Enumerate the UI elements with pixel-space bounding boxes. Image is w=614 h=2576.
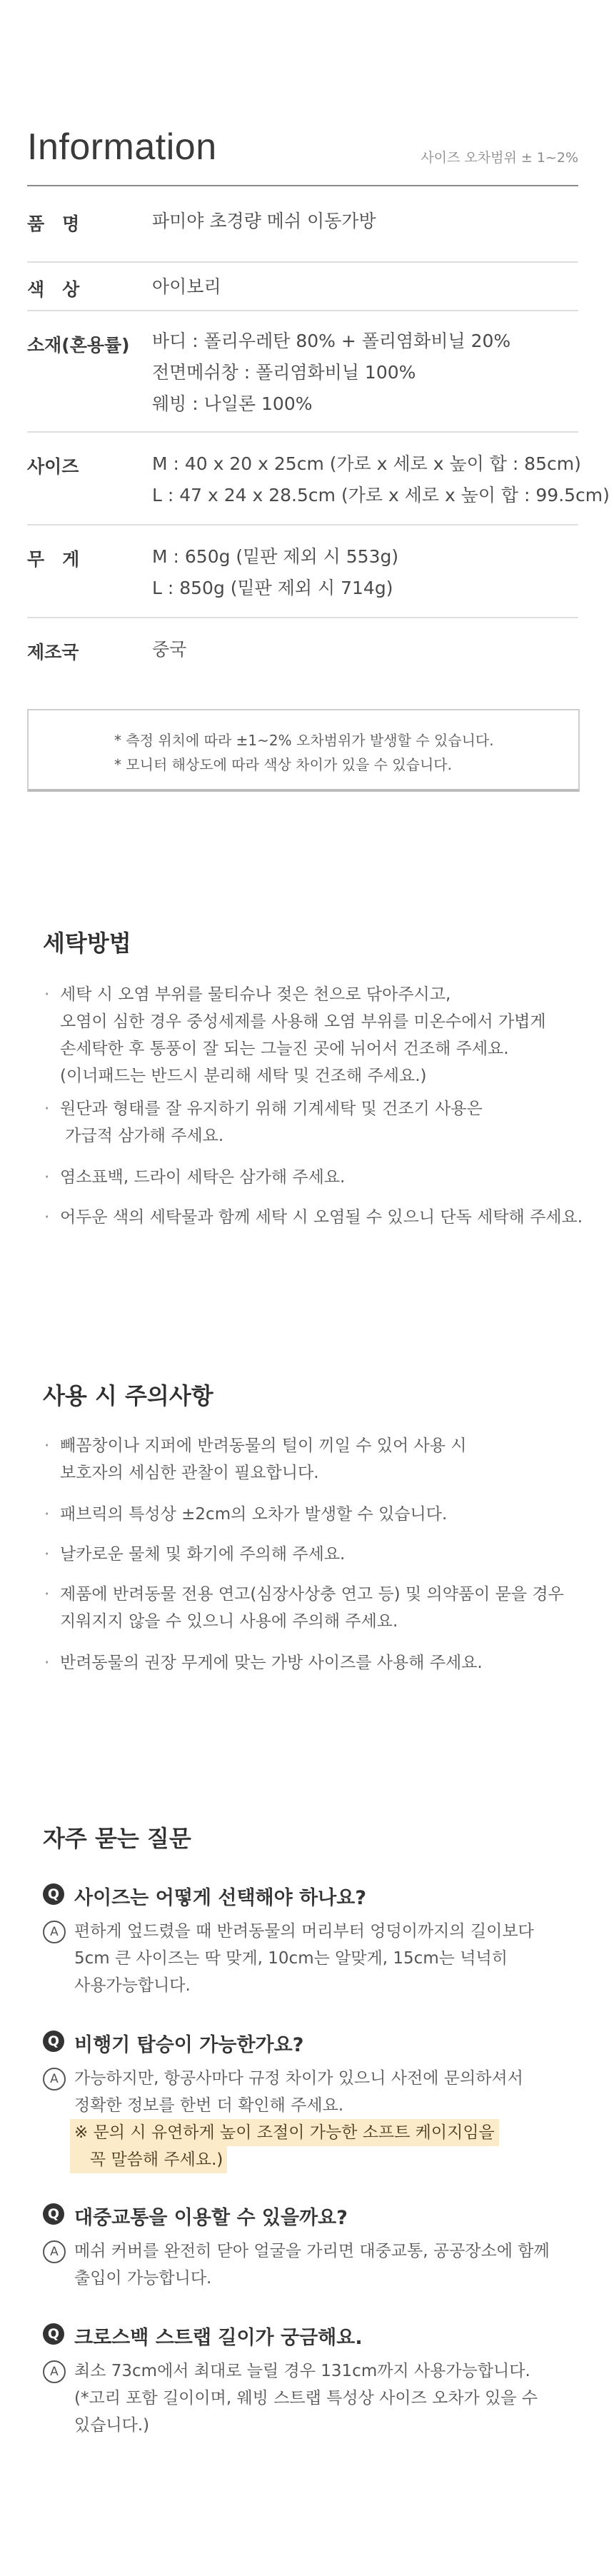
spec-value: 파미야 초경량 메쉬 이동가방 — [152, 211, 376, 231]
list-item-line: 어두운 색의 세탁물과 함께 세탁 시 오염될 수 있으니 단독 세탁해 주세요. — [60, 1208, 583, 1227]
info-title: Information — [27, 126, 217, 168]
notice-line: * 측정 위치에 따라 ±1~2% 오차범위가 발생할 수 있습니다. — [114, 732, 494, 749]
highlight-note: ※ 문의 시 유연하게 높이 조절이 가능한 소프트 케이지임을 — [70, 2119, 499, 2146]
list-item-line: 오염이 심한 경우 중성세제를 사용해 오염 부위를 미온수에서 가볍게 — [60, 1012, 546, 1031]
spec-row-material — [27, 311, 578, 433]
answer-badge-icon: A — [43, 2240, 66, 2263]
list-item-line: 가급적 삼가해 주세요. — [60, 1127, 224, 1145]
answer-line: 가능하지만, 항공사마다 규정 차이가 있으니 사전에 문의하셔서 — [74, 2069, 523, 2088]
spec-label: 소재(혼용률) — [27, 335, 130, 356]
spec-value: 중국 — [152, 639, 187, 660]
bullet-mark: · — [44, 1505, 50, 1524]
spec-value: 전면메쉬창 : 폴리염화비닐 100% — [152, 362, 416, 383]
section-title: 세탁방법 — [43, 930, 131, 957]
answer-line: 최소 73cm에서 최대로 늘릴 경우 131cm까지 사용가능합니다. — [74, 2362, 530, 2380]
divider — [27, 185, 578, 186]
answer-line: 있습니다.) — [74, 2416, 150, 2435]
highlight-note: 꼭 말씀해 주세요.) — [70, 2146, 227, 2173]
question-text: 사이즈는 어떻게 선택해야 하나요? — [74, 1887, 367, 1909]
question-badge-icon: Q — [43, 2031, 64, 2052]
question-badge-icon: Q — [43, 1883, 64, 1905]
spec-value: 웨빙 : 나일론 100% — [152, 393, 313, 414]
answer-line: 정확한 정보를 한번 더 확인해 주세요. — [74, 2096, 344, 2115]
list-item-line: 염소표백, 드라이 세탁은 삼가해 주세요. — [60, 1168, 346, 1187]
spec-value: M : 650g (밑판 제외 시 553g) — [152, 546, 399, 567]
spec-label: 품 명 — [27, 213, 80, 234]
list-item-line: 제품에 반려동물 전용 연고(심장사상충 연고 등) 및 의약품이 묻을 경우 — [60, 1585, 564, 1604]
question-text: 비행기 탑승이 가능한가요? — [74, 2034, 304, 2056]
bullet-mark: · — [44, 1208, 50, 1227]
answer-line: (*고리 포함 길이이며, 웨빙 스트랩 특성상 사이즈 오차가 있을 수 — [74, 2389, 538, 2408]
spec-row-product-name — [27, 187, 578, 263]
bullet-mark: · — [44, 1168, 50, 1187]
spec-row-size — [27, 433, 610, 525]
spec-row-color — [27, 263, 578, 311]
question-badge-icon: Q — [43, 2323, 64, 2345]
size-tolerance-note: 사이즈 오차범위 ± 1~2% — [421, 150, 578, 166]
section-title: 자주 묻는 질문 — [43, 1825, 191, 1852]
spec-values — [152, 326, 510, 420]
spec-value: 아이보리 — [152, 276, 221, 297]
bullet-mark: · — [44, 1654, 50, 1672]
answer-line: 출입이 가능합니다. — [74, 2269, 212, 2288]
list-item-line: (이너패드는 반드시 분리해 세탁 및 건조해 주세요.) — [60, 1067, 427, 1085]
bullet-mark: · — [44, 1585, 50, 1604]
answer-line: 편하게 엎드렸을 때 반려동물의 머리부터 엉덩이까지의 길이보다 — [74, 1922, 534, 1941]
spec-label: 무 게 — [27, 549, 80, 570]
spec-values — [152, 634, 186, 665]
spec-value: 바디 : 폴리우레탄 80% + 폴리염화비닐 20% — [152, 331, 511, 351]
spec-row-weight — [27, 525, 578, 618]
spec-values — [152, 541, 398, 604]
question-text: 크로스백 스트랩 길이가 궁금해요. — [74, 2327, 363, 2349]
list-item-line: 세탁 시 오염 부위를 물티슈나 젖은 천으로 닦아주시고, — [60, 985, 451, 1004]
question-badge-icon: Q — [43, 2203, 64, 2225]
info-header — [27, 126, 578, 186]
spec-value: L : 850g (밑판 제외 시 714g) — [152, 578, 393, 598]
answer-badge-icon: A — [43, 1921, 66, 1943]
spec-values — [152, 271, 221, 303]
section-title: 사용 시 주의사항 — [43, 1382, 213, 1409]
spec-row-origin — [27, 618, 578, 683]
list-item-line: 보호자의 세심한 관찰이 필요합니다. — [60, 1464, 319, 1482]
answer-line: 사용가능합니다. — [74, 1976, 191, 1995]
spec-value: M : 40 x 20 x 25cm (가로 x 세로 x 높이 합 : 85cm) — [152, 453, 581, 474]
spec-label: 색 상 — [27, 279, 80, 300]
bullet-mark: · — [44, 1100, 50, 1118]
bullet-mark: · — [44, 985, 50, 1004]
bullet-mark: · — [44, 1437, 50, 1455]
spec-values — [152, 206, 376, 237]
list-item-line: 원단과 형태를 잘 유지하기 위해 기계세탁 및 건조기 사용은 — [60, 1100, 483, 1118]
list-item-line: 패브릭의 특성상 ±2cm의 오차가 발생할 수 있습니다. — [60, 1505, 448, 1524]
answer-line: 메쉬 커버를 완전히 닫아 얼굴을 가리면 대중교통, 공공장소에 함께 — [74, 2242, 550, 2260]
spec-value: L : 47 x 24 x 28.5cm (가로 x 세로 x 높이 합 : 99.5cm) — [152, 485, 610, 505]
list-item-line: 날카로운 물체 및 화기에 주의해 주세요. — [60, 1545, 346, 1564]
notice-box — [27, 709, 580, 792]
spec-values — [152, 448, 610, 511]
list-item-line: 지워지지 않을 수 있으니 사용에 주의해 주세요. — [60, 1612, 398, 1631]
answer-badge-icon: A — [43, 2068, 66, 2091]
question-text: 대중교통을 이용할 수 있을까요? — [74, 2207, 348, 2229]
spec-label: 사이즈 — [27, 456, 79, 477]
list-item-line: 빼꼼창이나 지퍼에 반려동물의 털이 끼일 수 있어 사용 시 — [60, 1437, 467, 1455]
notice-line: * 모니터 해상도에 따라 색상 차이가 있을 수 있습니다. — [114, 756, 452, 773]
answer-line: 5cm 큰 사이즈는 딱 맞게, 10cm는 알맞게, 15cm는 넉넉히 — [74, 1949, 508, 1968]
list-item-line: 손세탁한 후 통풍이 잘 되는 그늘진 곳에 뉘어서 건조해 주세요. — [60, 1040, 509, 1058]
answer-badge-icon: A — [43, 2360, 66, 2383]
list-item-line: 반려동물의 권장 무게에 맞는 가방 사이즈를 사용해 주세요. — [60, 1654, 483, 1672]
spec-label: 제조국 — [27, 642, 79, 663]
bullet-mark: · — [44, 1545, 50, 1564]
